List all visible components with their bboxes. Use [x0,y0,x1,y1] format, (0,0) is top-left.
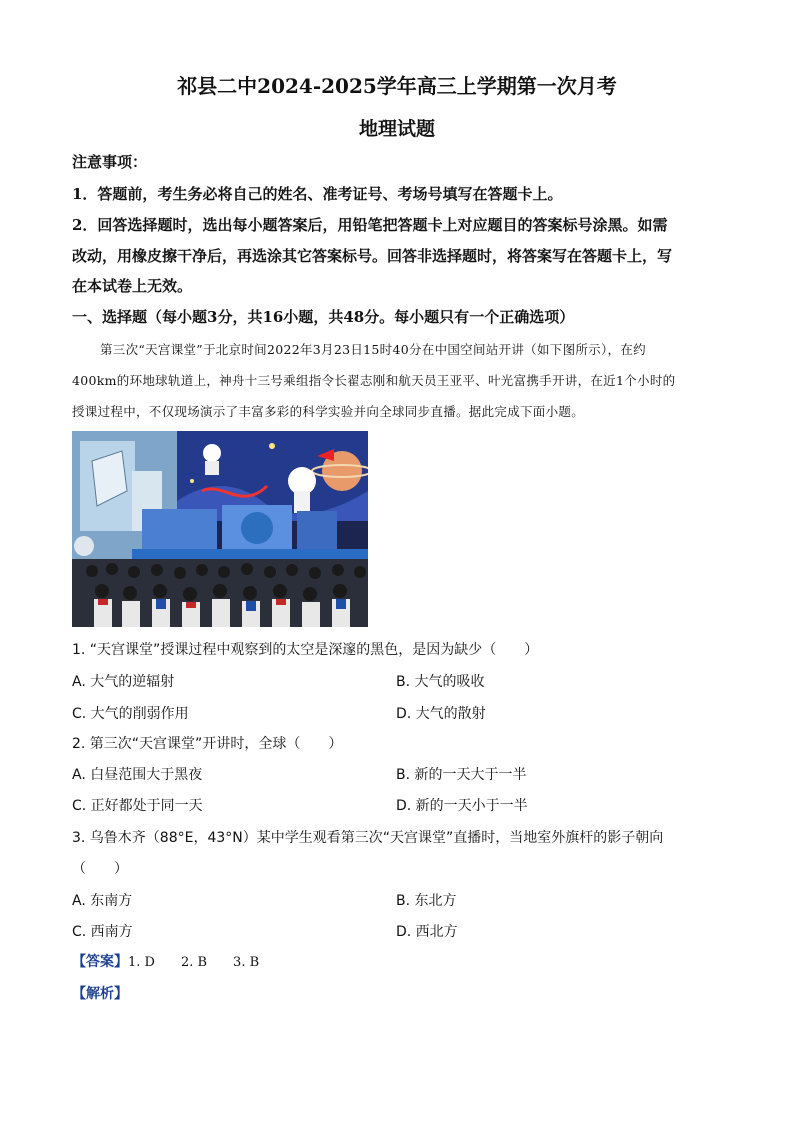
classroom-photo-illustration [72,431,368,627]
notes-item-2-line-2: 改动，用橡皮擦干净后，再选涂其它答案标号。回答非选择题时，将答案写在答题卡上，写 [72,247,673,265]
question-3-option-a: A. 东南方 [72,893,133,909]
question-2-stem: 2. 第三次“天宫课堂”开讲时，全球（ ） [72,736,343,752]
question-2-option-c: C. 正好都处于同一天 [72,798,203,814]
passage-line-1: 第三次“天宫课堂”于北京时间2022年3月23日15时40分在中国空间站开讲（如下图所示），在约 [100,342,646,357]
question-2-option-d: D. 新的一天小于一半 [396,798,528,814]
question-1-option-d: D. 大气的散射 [396,706,486,722]
answer-values: 1. D 2. B 3. B [128,955,260,970]
question-3-stem-line-1: 3. 乌鲁木齐（88°E，43°N）某中学生观看第三次“天宫课堂”直播时，当地室外旗杆的影子朝向 [72,830,664,846]
answer-label: 【答案】 [72,954,128,970]
classroom-photo [72,431,368,627]
question-1-stem: 1. “天宫课堂”授课过程中观察到的太空是深邃的黑色，是因为缺少（ ） [72,642,539,658]
question-3-stem-line-2: （ ） [72,861,128,877]
notes-item-1: 1．答题前，考生务必将自己的姓名、准考证号、考场号填写在答题卡上。 [72,185,563,203]
notes-item-2-line-3: 在本试卷上无效。 [72,277,193,295]
analysis-label: 【解析】 [72,986,128,1002]
question-3-option-c: C. 西南方 [72,924,133,940]
question-2-option-a: A. 白昼范围大于黑夜 [72,767,203,783]
passage-line-2: 400km的环地球轨道上，神舟十三号乘组指令长翟志刚和航天员王亚平、叶光富携手开讲，在近1个小时的 [72,373,676,388]
exam-title: 祁县二中2024-2025学年高三上学期第一次月考 [177,74,617,98]
exam-subject: 地理试题 [358,118,435,140]
section-heading: 一、选择题（每小题3分，共16小题，共48分。每小题只有一个正确选项） [72,308,575,326]
notes-heading: 注意事项： [72,153,148,171]
question-1-option-c: C. 大气的削弱作用 [72,706,189,722]
question-1-option-a: A. 大气的逆辐射 [72,674,175,690]
question-3-option-d: D. 西北方 [396,924,458,940]
notes-item-2-line-1: 2．回答选择题时，选出每小题答案后，用铅笔把答题卡上对应题目的答案标号涂黑。如需 [72,216,668,234]
question-2-option-b: B. 新的一天大于一半 [396,767,527,783]
answer-block [72,951,259,971]
passage-line-3: 授课过程中，不仅现场演示了丰富多彩的科学实验并向全球同步直播。据此完成下面小题。 [72,404,585,419]
question-1-option-b: B. 大气的吸收 [396,674,485,690]
question-3-option-b: B. 东北方 [396,893,457,909]
